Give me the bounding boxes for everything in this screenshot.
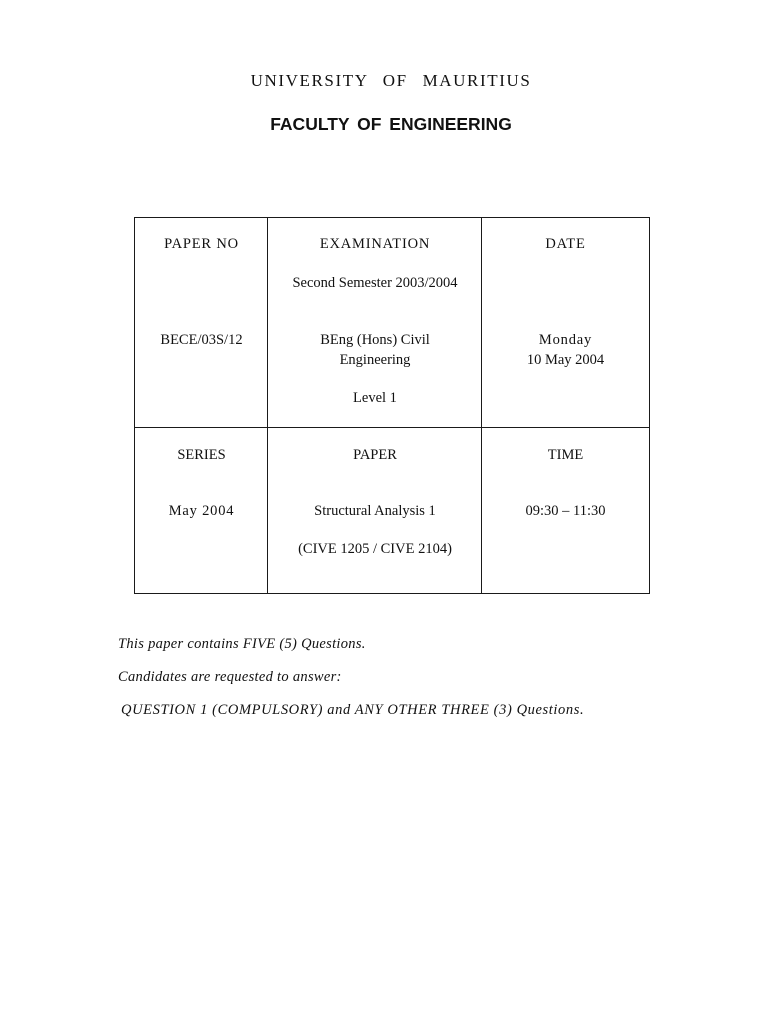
instruction-answer-request: Candidates are requested to answer: — [118, 669, 342, 685]
paper-title: Structural Analysis 1 — [314, 503, 436, 519]
table-divider — [135, 427, 649, 428]
time-label: TIME — [547, 447, 584, 463]
examination-label: EXAMINATION — [319, 236, 431, 252]
instruction-question-selection: QUESTION 1 (COMPULSORY) and ANY OTHER THREE (3) Questions. — [121, 702, 585, 718]
level-text: Level 1 — [353, 390, 397, 406]
series-label: SERIES — [177, 447, 226, 463]
date-label: DATE — [545, 236, 586, 252]
paper-label: PAPER — [353, 447, 397, 463]
series-value: May 2004 — [168, 503, 235, 519]
programme-line1: BEng (Hons) Civil — [320, 332, 430, 348]
semester-text: Second Semester 2003/2004 — [292, 275, 458, 291]
programme-line2: Engineering — [339, 352, 411, 368]
time-value: 09:30 – 11:30 — [525, 503, 606, 519]
day-text: Monday — [538, 332, 593, 348]
exam-info-table — [134, 217, 650, 594]
paper-no-value: BECE/03S/12 — [160, 332, 243, 348]
university-title: UNIVERSITY OF MAURITIUS — [250, 71, 532, 90]
instruction-question-count: This paper contains FIVE (5) Questions. — [118, 636, 366, 652]
paper-codes: (CIVE 1205 / CIVE 2104) — [298, 541, 452, 557]
date-value: 10 May 2004 — [526, 352, 605, 368]
paper-no-label: PAPER NO — [164, 236, 239, 252]
faculty-title: FACULTY OF ENGINEERING — [270, 114, 512, 134]
